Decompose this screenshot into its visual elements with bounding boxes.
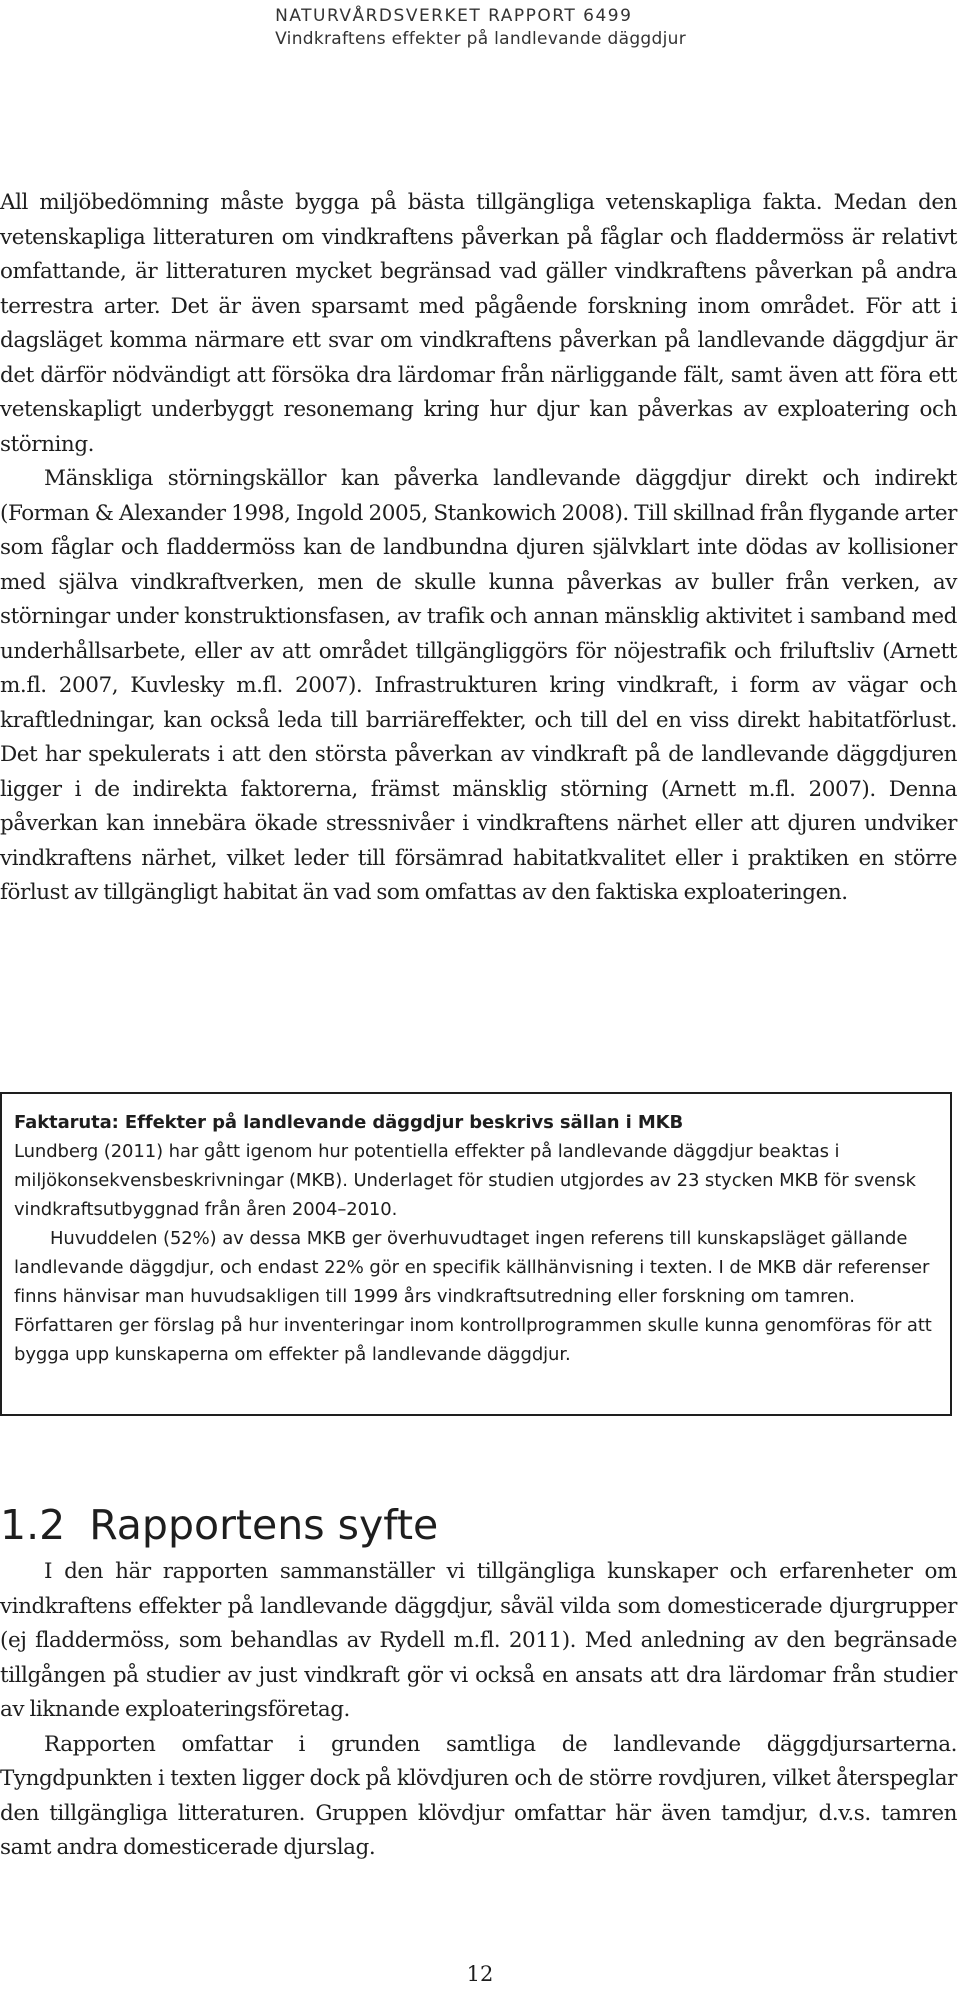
intro-paragraph-1: All miljöbedömning måste bygga på bästa tillgängliga vetenskapliga fakta. Medan den vetenskapliga litteraturen om vindkraftens påverkan på fåglar och fladdermöss är relativt omfattande, är litteraturen mycket begränsad vad gäller vindkraftens påverkan på andra terrestra arter. Det är även sparsamt med pågående forskning inom området. För att i dagsläget komma närmare ett svar om vindkraftens påverkan på landlevande däggdjur är det därför nödvändigt att försöka dra lärdomar från närliggande fält, samt även att föra ett vetenskapligt underbyggt resonemang kring hur djur kan påverkas av exploatering och störning. — [0, 190, 957, 457]
section-title: Rapportens syfte — [89, 1501, 439, 1549]
intro-text — [0, 186, 957, 911]
fact-box-paragraph-2: Huvuddelen (52%) av dessa MKB ger överhuvudtaget ingen referens till kunskapsläget gällande landlevande däggdjur, och endast 22% gör en specifik källhänvisning i texten. I de MKB där referenser finns hänvisar man huvudsakligen till 1999 års vindkraftsutredning eller forskning om tamren. Författaren ger förslag på hur inventeringar inom kontrollprogrammen skulle kunna genomföras för att bygga upp kunskaperna om effekter på landlevande däggdjur. — [14, 1228, 932, 1365]
purpose-text — [0, 1555, 957, 1866]
report-title: Vindkraftens effekter på landlevande däggdjur — [275, 29, 686, 49]
page-number: 12 — [466, 1962, 494, 1986]
running-header — [275, 4, 686, 50]
fact-box-title: Faktaruta: Effekter på landlevande däggdjur beskrivs sällan i MKB — [14, 1112, 684, 1133]
section-heading — [0, 1500, 438, 1550]
report-series: NATURVÅRDSVERKET RAPPORT 6499 — [275, 6, 633, 26]
fact-box-paragraph-1: Lundberg (2011) har gått igenom hur potentiella effekter på landlevande däggdjur beaktas i miljökonsekvensbeskrivningar (MKB). Underlaget för studien utgjordes av 23 stycken MKB för svensk vindkraftsutbyggnad från åren 2004–2010. — [14, 1141, 916, 1220]
fact-box — [0, 1092, 952, 1416]
purpose-paragraph-2: Rapporten omfattar i grunden samtliga de landlevande däggdjursarterna. Tyngdpunkten i texten ligger dock på klövdjuren och de större rovdjuren, vilket återspeglar den tillgängliga litteraturen. Gruppen klövdjur omfattar här även tamdjur, d.v.s. tamren samt andra domesticerade djurslag. — [0, 1731, 957, 1860]
intro-paragraph-2: Mänskliga störningskällor kan påverka landlevande däggdjur direkt och indirekt (Forman & Alexander 1998, Ingold 2005, Stankowich 2008). Till skillnad från flygande arter som fåglar och fladdermöss kan de landbundna djuren självklart inte dödas av kollisioner med själva vindkraftverken, men de skulle kunna påverkas av buller från verken, av störningar under konstruktionsfasen, av trafik och annan mänsklig aktivitet i samband med underhållsarbete, eller av att området tillgängliggörs för nöjestrafik och friluftsliv (Arnett m.fl. 2007, Kuvlesky m.fl. 2007). Infrastrukturen kring vindkraft, i form av vägar och kraftledningar, kan också leda till barriäreffekter, och till del en viss direkt habitatförlust. Det har spekulerats i att den största påverkan av vindkraft på de landlevande däggdjuren ligger i de indirekta faktorerna, främst mänsklig störning (Arnett m.fl. 2007). Denna påverkan kan innebära ökade stressnivåer i vindkraftens närhet eller att djuren undviker vindkraftens närhet, vilket leder till försämrad habitatkvalitet eller i praktiken en större förlust av tillgängligt habitat än vad som omfattas av den faktiska exploateringen. — [0, 466, 957, 905]
section-number: 1.2 — [0, 1501, 66, 1549]
purpose-paragraph-1: I den här rapporten sammanställer vi tillgängliga kunskaper och erfarenheter om vindkraftens effekter på landlevande däggdjur, såväl vilda som domesticerade djurgrupper (ej fladdermöss, som behandlas av Rydell m.fl. 2011). Med anledning av den begränsade tillgången på studier av just vindkraft gör vi också en ansats att dra lärdomar från studier av liknande exploateringsföretag. — [0, 1559, 957, 1722]
